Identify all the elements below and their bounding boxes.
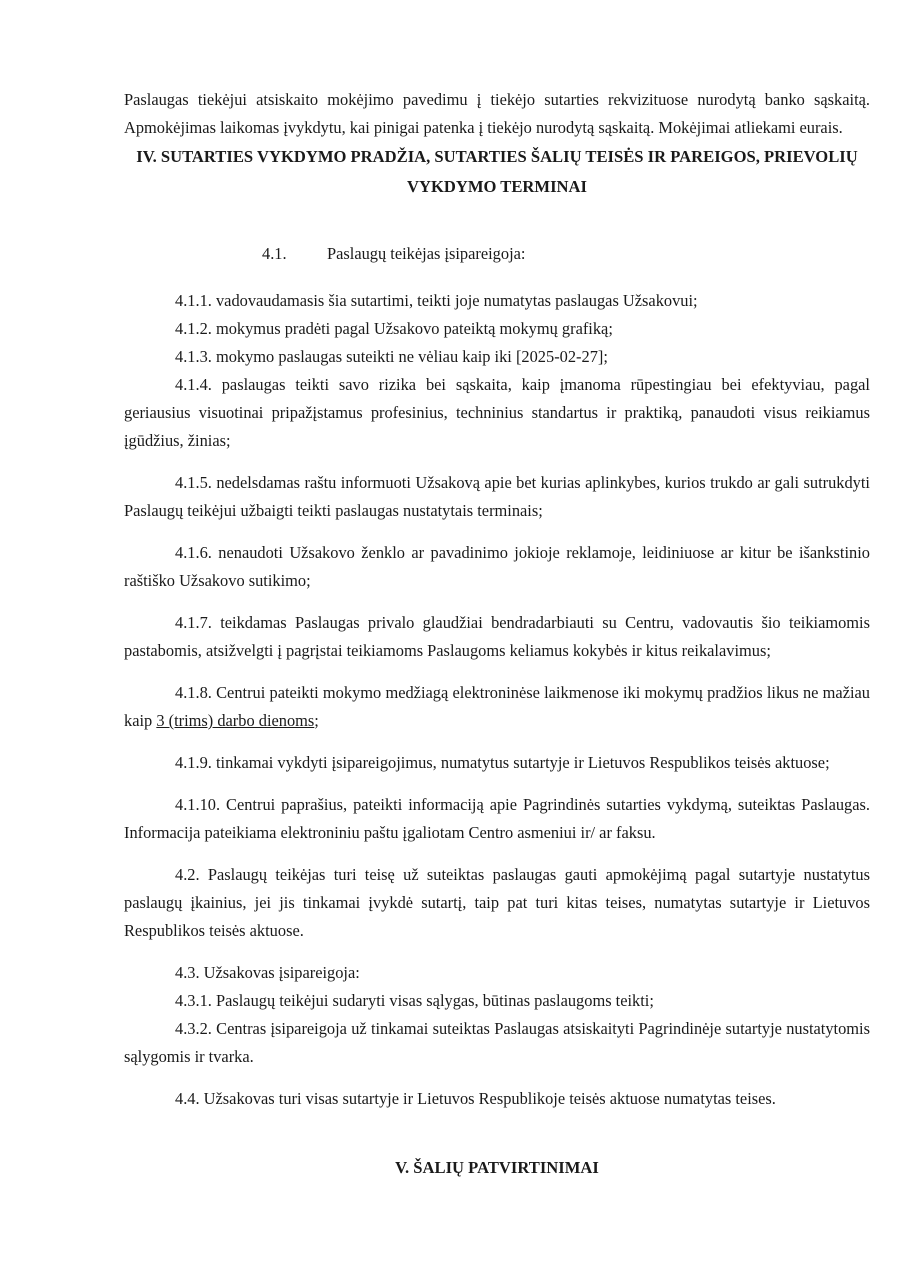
clause-4-2: 4.2. Paslaugų teikėjas turi teisę už suteiktas paslaugas gauti apmokėjimą pagal sutartyje nustatytus paslaugų įkainius, jei jis tinkamai įvykdė sutartį, taip pat turi kitas teises, numatytas sutartyje ir Lietuvos Respublikos teisės aktuose. — [124, 865, 870, 940]
clause-4-3-1: 4.3.1. Paslaugų teikėjui sudaryti visas sąlygas, būtinas paslaugoms teikti; — [175, 991, 654, 1010]
clause-text: 4.1.8. Centrui pateikti mokymo medžiagą elektroninėse laikmenose iki mokymų pradžios likus ne mažiau kaip — [124, 683, 870, 730]
section-4-heading: IV. SUTARTIES VYKDYMO PRADŽIA, SUTARTIES ŠALIŲ TEISĖS IR PAREIGOS, PRIEVOLIŲ VYKDYMO TERMINAI — [136, 147, 858, 196]
clause-4-1-5: 4.1.5. nedelsdamas raštu informuoti Užsakovą apie bet kurias aplinkybes, kurios trukdo ar gali sutrukdyti Paslaugų teikėjui užbaigti teikti paslaugas nustatytais terminais; — [124, 473, 870, 520]
clause-4-1-6: 4.1.6. nenaudoti Užsakovo ženklo ar pavadinimo jokioje reklamoje, leidiniuose ar kitur be išankstinio raštiško Užsakovo sutikimo; — [124, 543, 870, 590]
clause-4-1-4: 4.1.4. paslaugas teikti savo rizika bei sąskaita, kaip įmanoma rūpestingiau bei efektyviau, pagal geriausius visuotinai pripažįstamus profesinius, techninius standartus ir praktiką, panaudoti visus reikiamus įgūdžius, žinias; — [124, 375, 870, 450]
clause-text: Paslaugų teikėjas įsipareigoja: — [327, 244, 526, 263]
clause-4-1-1: 4.1.1. vadovaudamasis šia sutartimi, teikti joje numatytas paslaugas Užsakovui; — [175, 291, 698, 310]
clause-4-1-10: 4.1.10. Centrui paprašius, pateikti informaciją apie Pagrindinės sutarties vykdymą, suteiktas Paslaugas. Informacija pateikiama elektroniniu paštu įgaliotam Centro asmeniui ir/ ar faksu. — [124, 795, 870, 842]
clause-4-3-2: 4.3.2. Centras įsipareigoja už tinkamai suteiktas Paslaugas atsiskaityti Pagrindinėje sutartyje nustatytomis sąlygomis ir tvarka. — [124, 1019, 870, 1066]
clause-4-3: 4.3. Užsakovas įsipareigoja: — [175, 963, 360, 982]
clause-4-1-3: 4.1.3. mokymo paslaugas suteikti ne vėliau kaip iki [2025-02-27]; — [175, 347, 608, 366]
clause-4-1-2: 4.1.2. mokymus pradėti pagal Užsakovo pateiktą mokymų grafiką; — [175, 319, 613, 338]
document-page — [124, 86, 870, 1183]
clause-4-1-7: 4.1.7. teikdamas Paslaugas privalo glaudžiai bendradarbiauti su Centru, vadovautis šio teikiamomis pastabomis, atsižvelgti į pagrįstai teikiamoms Paslaugoms keliamus kokybės ir kitus reikalavimus; — [124, 613, 870, 660]
clause-end: ; — [314, 711, 319, 730]
underlined-deadline: 3 (trims) darbo dienoms — [156, 711, 315, 730]
clause-number: 4.1. — [262, 244, 287, 263]
payment-paragraph: Paslaugas tiekėjui atsiskaito mokėjimo pavedimu į tiekėjo sutarties rekvizituose nurodytą banko sąskaitą. Apmokėjimas laikomas įvykdytu, kai pinigai patenka į tiekėjo nurodytą sąskaitą. Mokėjimai atliekami eurais. — [124, 90, 870, 137]
clause-4-1-8 — [124, 679, 870, 735]
clause-4-1-9: 4.1.9. tinkamai vykdyti įsipareigojimus, numatytus sutartyje ir Lietuvos Respublikos teisės aktuose; — [175, 753, 830, 772]
clause-4-4: 4.4. Užsakovas turi visas sutartyje ir Lietuvos Respublikoje teisės aktuose numatytas teises. — [175, 1089, 776, 1108]
clause-4-1 — [124, 240, 870, 268]
section-5-heading: V. ŠALIŲ PATVIRTINIMAI — [395, 1158, 599, 1177]
